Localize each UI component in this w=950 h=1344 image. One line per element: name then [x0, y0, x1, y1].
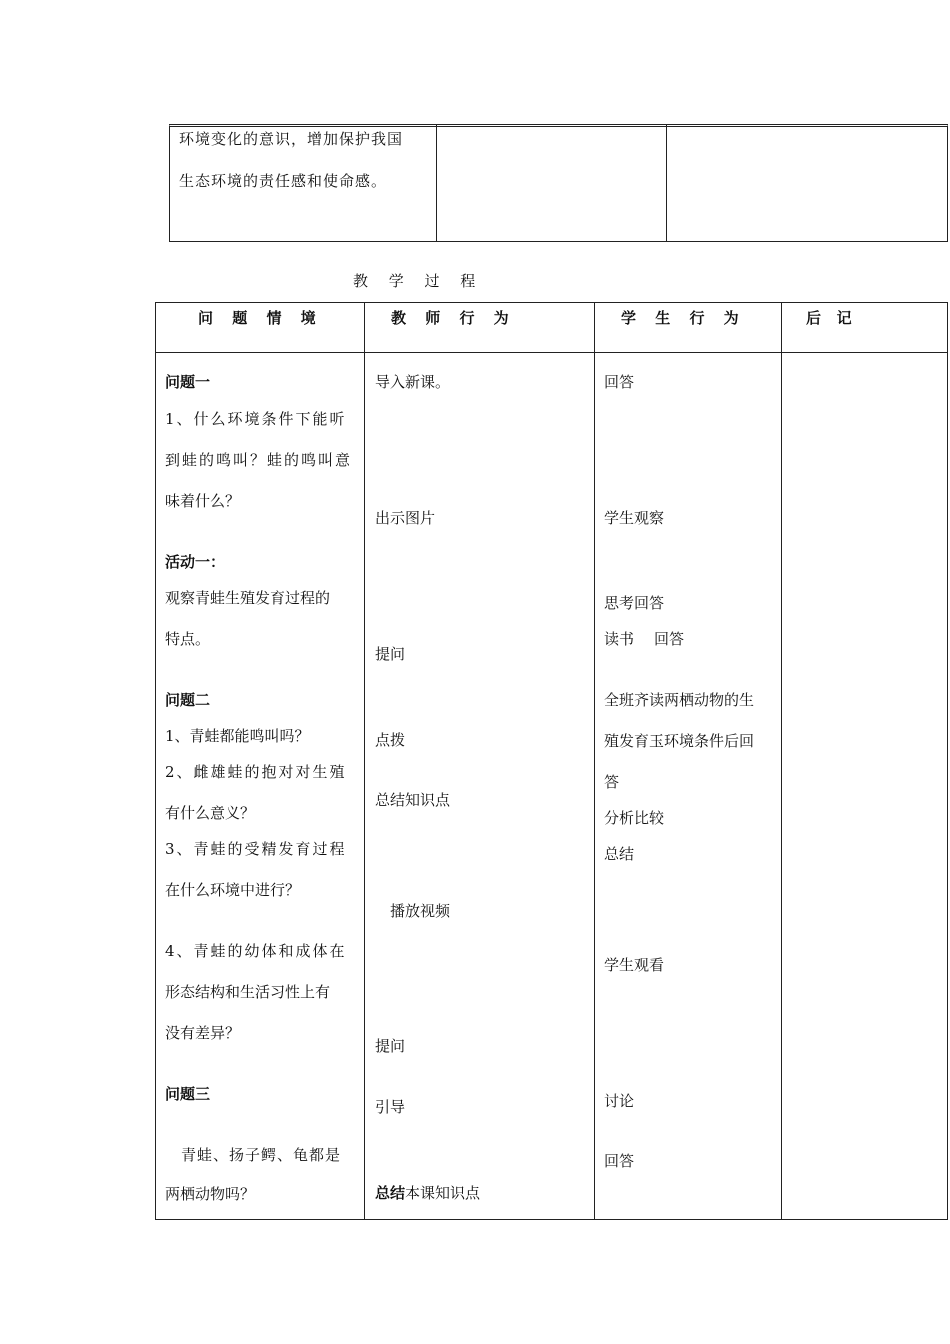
col1-line: 问题三 [165, 1085, 211, 1103]
col3-read: 读书 [604, 630, 635, 648]
col2-line: 提问 [375, 1037, 406, 1055]
col1-line: 在什么环境中进行？ [165, 881, 301, 899]
col3-line: 分析比较 [604, 809, 665, 827]
col3-line: 回答 [604, 1152, 635, 1170]
header-problem-scenario: 问 题 情 境 [198, 309, 323, 327]
col1-line: 青蛙、扬子鳄、龟都是 [181, 1146, 342, 1164]
col1-line: 3、青蛙的受精发育过程 [165, 840, 347, 858]
col3-line: 讨论 [604, 1092, 635, 1110]
col1-line: 观察青蛙生殖发育过程的 [165, 589, 331, 607]
col3-line: 回答 [604, 373, 635, 391]
col1-line: 1、青蛙都能鸣叫吗？ [165, 727, 310, 745]
col2-line: 引导 [375, 1098, 406, 1116]
top-table-text-line: 环境变化的意识，增加保护我国 [179, 130, 404, 148]
col1-line: 到蛙的鸣叫？蛙的鸣叫意 [165, 451, 353, 469]
col2-line: 出示图片 [375, 509, 436, 527]
top-table-divider [666, 124, 667, 242]
col2-line: 播放视频 [390, 902, 451, 920]
header-divider [155, 352, 948, 353]
col3-line: 学生观察 [604, 509, 665, 527]
col2-line: 总结知识点 [375, 791, 451, 809]
col2-line [375, 1183, 480, 1203]
header-student-behavior: 学 生 行 为 [621, 309, 746, 327]
col3-line: 殖发育玉环境条件后回 [604, 732, 755, 750]
col2-line: 提问 [375, 645, 406, 663]
section-title: 教 学 过 程 [353, 272, 484, 290]
col2-line: 点拨 [375, 731, 406, 749]
col1-line: 两栖动物吗？ [165, 1185, 256, 1203]
process-table [155, 302, 948, 1220]
col2-suffix: 本课知识点 [405, 1184, 481, 1202]
col2-line: 导入新课。 [375, 373, 451, 391]
col1-line: 形态结构和生活习性上有 [165, 983, 331, 1001]
col1-line: 1、什么环境条件下能听 [165, 410, 347, 428]
header-postscript: 后 记 [806, 309, 852, 327]
col2-bold-prefix: 总结 [375, 1184, 406, 1202]
col3-line [604, 629, 684, 649]
col1-line: 没有差异？ [165, 1024, 241, 1042]
col1-line: 问题二 [165, 691, 211, 709]
col3-line: 学生观看 [604, 956, 665, 974]
col1-line: 特点。 [165, 630, 211, 648]
col3-line: 答 [604, 773, 620, 791]
col3-line: 总结 [604, 845, 635, 863]
col3-line: 全班齐读两栖动物的生 [604, 691, 755, 709]
col3-answer: 回答 [654, 630, 685, 648]
column-divider [781, 302, 782, 1220]
column-divider [594, 302, 595, 1220]
col1-line: 4、青蛙的幼体和成体在 [165, 942, 347, 960]
col1-line: 有什么意义？ [165, 804, 256, 822]
top-table-text-line: 生态环境的责任感和使命感。 [179, 172, 388, 190]
col1-line: 问题一 [165, 373, 211, 391]
col1-line: 活动一： [165, 553, 226, 571]
col1-line: 味着什么？ [165, 492, 241, 510]
top-table-divider [436, 124, 437, 242]
col1-line: 2、雌雄蛙的抱对对生殖 [165, 763, 347, 781]
col3-line: 思考回答 [604, 594, 665, 612]
column-divider [364, 302, 365, 1220]
header-teacher-behavior: 教 师 行 为 [391, 309, 516, 327]
